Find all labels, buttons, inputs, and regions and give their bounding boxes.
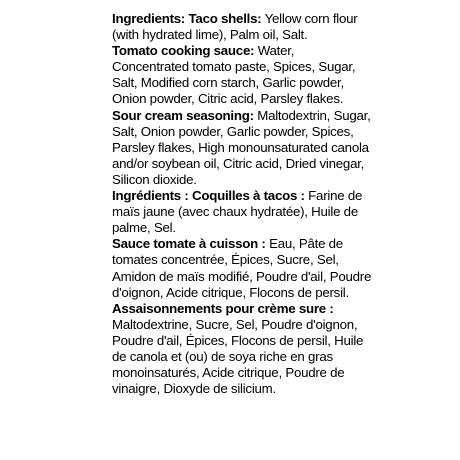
section-heading: Ingredients:: [112, 11, 186, 26]
section-en-sour-cream: [112, 108, 372, 188]
section-en-taco-shells: [112, 11, 372, 43]
section-fr-coquilles: [112, 188, 372, 236]
section-body: Eau, Pâte de tomates concentrée, Épices, Sucre, Sel, Amidon de maïs modifié, Poudre d'ail, Poudre d'oignon, Acide citrique, Flocons de persil.: [112, 236, 372, 300]
section-heading: Tomato cooking sauce:: [112, 43, 255, 59]
section-body: Farine de maïs jaune (avec chaux hydratée), Huile de palme, Sel.: [112, 188, 363, 236]
section-heading: Sauce tomate à cuisson :: [112, 236, 266, 252]
section-body: Water, Concentrated tomato paste, Spices, Sugar, Salt, Modified corn starch, Garlic powder, Onion powder, Citric acid, Parsley flakes.: [112, 43, 356, 107]
section-heading: Assaisonnements pour crème sure :: [112, 300, 334, 316]
section-en-tomato-sauce: [112, 43, 372, 107]
section-fr-sauce-tomate: [112, 236, 372, 300]
section-heading: Ingrédients :: [112, 188, 189, 204]
section-subheading: Coquilles à tacos :: [192, 188, 305, 204]
section-body: Maltodextrine, Sucre, Sel, Poudre d'oignon, Poudre d'ail, Épices, Flocons de persil, Huile de canola et (ou) de soya riche en gras monoinsaturés, Acide citrique, Poudre de vinaigre, Dioxyde de silicium.: [112, 316, 364, 397]
section-fr-assaisonnements: [112, 301, 372, 398]
ingredients-label: [112, 11, 372, 397]
section-subheading: Taco shells:: [188, 11, 262, 26]
section-heading: Sour cream seasoning:: [112, 107, 254, 123]
section-body: Maltodextrin, Sugar, Salt, Onion powder, Garlic powder, Spices, Parsley flakes, High monounsaturated canola and/or soybean oil, Citric acid, Dried vinegar, Silicon dioxide.: [112, 107, 371, 187]
section-body: Yellow corn flour (with hydrated lime), Palm oil, Salt.: [112, 11, 358, 43]
